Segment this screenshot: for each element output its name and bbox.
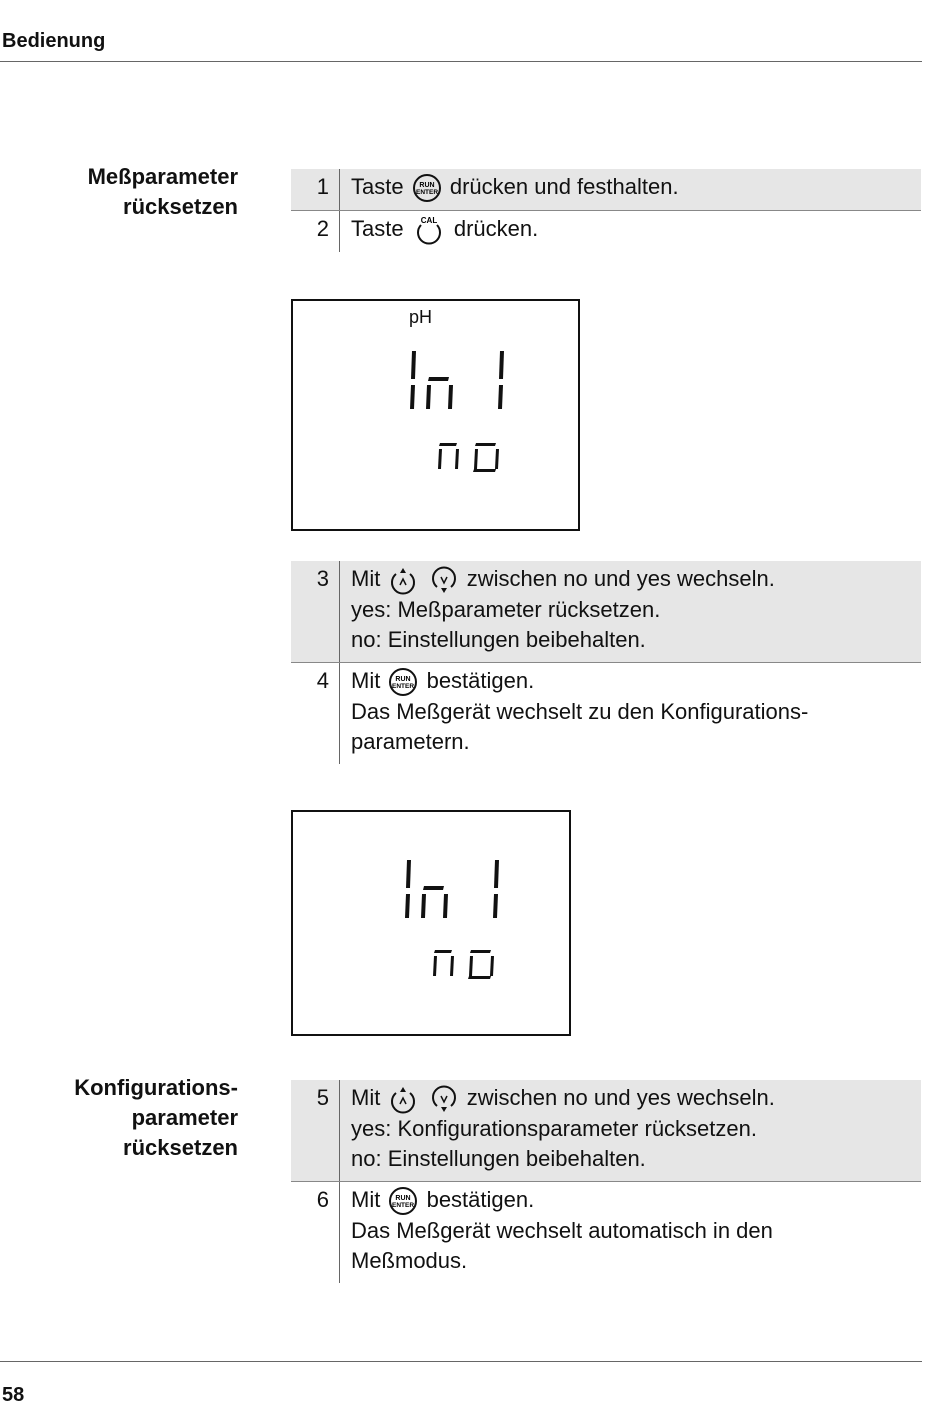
step-number: 1 [291,169,340,210]
step-text-line: Meßmodus. [351,1248,468,1274]
step-number: 5 [291,1080,340,1181]
step-text-post: bestätigen. [426,668,535,694]
step-number: 2 [291,211,340,252]
step-text [340,1182,773,1283]
step-text-pre: Mit [351,566,381,591]
step-text-post: drücken. [453,216,539,242]
unit-label: pH [409,307,433,327]
step-table-2 [291,561,921,764]
step-text-pre: Mit [351,1187,381,1213]
step-row-3 [291,561,921,662]
run-enter-icon [388,667,418,697]
heading-line: rücksetzen [123,194,238,219]
step-text-post: bestätigen. [426,1187,535,1213]
step-text-line: no: Einstellungen beibehalten. [351,1146,646,1172]
step-text-post: drücken und festhalten. [449,174,679,199]
header-rule [0,61,922,62]
step-text-pre: Mit [351,1085,381,1110]
step-table-3 [291,1080,921,1283]
step-text [340,561,775,662]
section-heading-measure-reset [0,162,238,222]
step-row-4 [291,662,921,764]
step-text [340,663,808,764]
step-text-line: yes: Konfigurationsparameter rücksetzen. [351,1116,757,1142]
step-text-pre: Mit [351,668,381,694]
section-heading-config-reset [0,1073,238,1163]
svg-text:RUN: RUN [395,1195,412,1203]
step-row-2 [291,210,921,252]
lcd-segments [293,301,578,529]
header-title: Bedienung [2,30,106,52]
step-row-5 [291,1080,921,1181]
step-text-line: no: Einstellungen beibehalten. [351,627,646,653]
up-arrow-icon [388,565,418,595]
page-number: 58 [2,1384,25,1406]
step-text-pre: Taste [351,216,404,242]
heading-line: Konfigurations- [74,1075,238,1100]
down-arrow-icon [429,565,459,595]
svg-text:ENTER: ENTER [392,683,415,691]
step-text-line: yes: Meßparameter rücksetzen. [351,597,661,623]
step-text-line: Das Meßgerät wechselt zu den Konfigurations- [351,699,809,725]
svg-text:RUN: RUN [395,676,412,684]
down-arrow-icon [429,1084,459,1114]
step-text-post: zwischen no und yes wechseln. [466,1085,775,1110]
lcd-display-1 [291,299,580,531]
heading-line: rücksetzen [123,1135,238,1160]
run-enter-icon [388,1186,418,1216]
step-number: 6 [291,1182,340,1283]
step-row-6 [291,1181,921,1283]
footer-rule [0,1361,922,1362]
run-enter-icon [412,173,442,203]
step-text-pre: Taste [351,174,404,199]
svg-text:ENTER: ENTER [415,189,438,197]
step-number: 4 [291,663,340,764]
lcd-display-2 [291,810,571,1036]
step-text-post: zwischen no und yes wechseln. [466,566,775,591]
heading-line: parameter [131,1105,238,1130]
lcd-segments [293,812,569,1034]
svg-text:RUN: RUN [419,182,435,190]
step-text [340,169,679,210]
svg-text:CAL: CAL [420,216,437,226]
heading-line: Meßparameter [87,164,238,189]
step-row-1 [291,169,921,210]
svg-text:ENTER: ENTER [392,1202,415,1210]
step-text [340,1080,775,1181]
step-text-line: Das Meßgerät wechselt automatisch in den [351,1218,773,1244]
cal-icon [412,215,446,245]
step-number: 3 [291,561,340,662]
step-table-1 [291,169,921,252]
up-arrow-icon [388,1084,418,1114]
step-text [340,211,538,252]
step-text-line: parametern. [351,729,470,755]
